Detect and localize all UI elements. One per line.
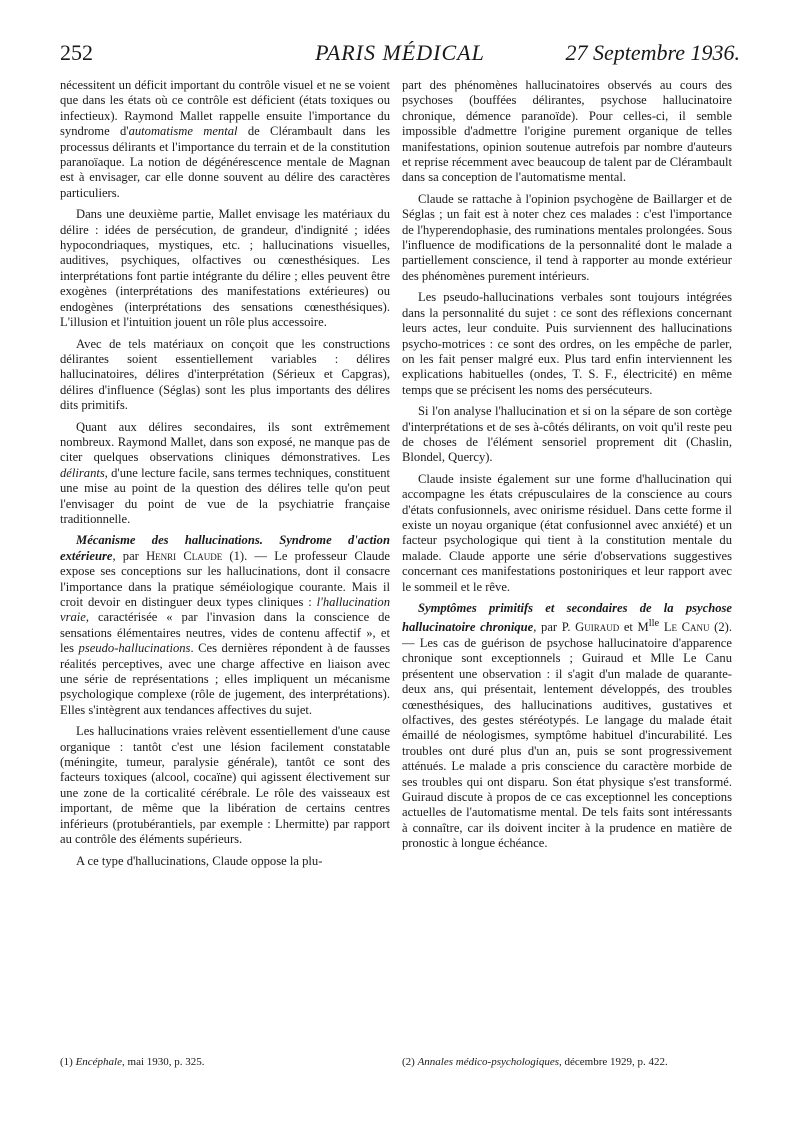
- paragraph: Avec de tels matériaux on conçoit que les constructions délirantes soient essentiellement variables : délires hallucinatoires, délires d'interprétation (Sérieux et Capgras), délires d'influence (Séglas) sont les plus importants des délires dits primitifs.: [60, 336, 390, 413]
- section-title: Symptômes primitifs et secondaires de la psychose hallucinatoire chronique: [402, 601, 732, 635]
- section-claude: Mécanisme des hallucinations. Syndrome d'action extérieure, par Henri Claude (1). — Le professeur Claude expose ses conceptions sur les hallucinations, dont il consacre l'importance dans la pratique séméiologique courante. Mais il croit devoir en distinguer deux types cliniques : l'hallucination vraie, caractérisée « par l'invasion dans la conscience de sensations élémentaires neutres, vides de contenu affectif », et les pseudo-hallucinations. Ces dernières répondent à de fausses réalités perceptives, avec une charge affective en liaison avec une série de représentations ; elles impliquent un mécanisme psychologique complexe (rôle de jugement, des interprétations). Elles s'intègrent aux tendances affectives du sujet.: [60, 533, 390, 717]
- paragraph: Quant aux délires secondaires, ils sont extrêmement nombreux. Raymond Mallet, dans son exposé, ne manque pas de citer quelques observations cliniques démonstratives. Les délirants, d'une lecture facile, sans termes techniques, constituent une mise au point de la question des délires telle qu'on peut l'envisager du point de vue de la psychiatrie française traditionnelle.: [60, 419, 390, 526]
- paragraph: Claude insiste également sur une forme d'hallucination qui accompagne les états crépusculaires de la conscience au cours d'états confusionnels, avec onirisme résiduel. Dans cette forme il existe un noyau organique (état confusionnel avec anxiété) et un facteur psychologique qui tient à la constitution mentale du malade. Claude apporte une série d'observations suggestives concernant ces manifestations postoniriques et leur rapport avec le sommeil et le rêve.: [402, 471, 732, 594]
- page-number: 252: [60, 40, 93, 65]
- author-name: Henri Claude: [146, 548, 223, 563]
- section-title: Mécanisme des hallucinations. Syndrome d'action extérieure: [60, 533, 390, 563]
- footnote-2: (2) Annales médico-psychologiques, décembre 1929, p. 422.: [402, 1056, 668, 1068]
- paragraph: nécessitent un déficit important du contrôle visuel et ne se voient que dans les états où ce contrôle est déficient (états toxiques ou infectieux). Raymond Mallet rappelle ensuite l'importance du syndrome d'automatisme mental de Clérambault dans les processus délirants et l'importance du terrain et de la constitution paranoïaque. La notion de dégénérescence mentale de Magnan est à envisager, car elle donne souvent au délire des caractères particuliers.: [60, 78, 391, 200]
- right-column: [402, 78, 732, 858]
- section-guiraud: Symptômes primitifs et secondaires de la psychose hallucinatoire chronique, par P. Guiraud et $M^{lle}$ Le Canu (2). — Les cas de guérison de psychose hallucinatoire d'apparence chronique sont exceptionnels ; Guiraud et Mlle Le Canu présentent une observation : il s'agit d'un malade de quarante-deux ans, qui présentait, lentement développés, des troubles cœnesthésiques, des hallucinations auditives, gustatives et olfactives, des gestes stéréotypés. Le langage du malade était émaillé de néologismes, symptôme habituel d'incurabilité. Les troubles ont duré plus d'un an, puis se sont progressivement atténués. Le malade a pris conscience du caractère morbide de ses troubles qui ont disparu. Son état physique s'est transformé. Guiraud discute à propos de ce cas exceptionnel les conceptions actuelles de l'automatisme mental. De tels faits sont intéressants à connaître, car ils doivent inciter à la prudence en matière de pronostic à longue échéance.: [402, 601, 732, 851]
- left-column: [60, 78, 390, 875]
- author-name: Guiraud: [575, 620, 620, 635]
- paragraph: Les hallucinations vraies relèvent essentiellement d'une cause organique : tantôt c'est une lésion facilement constatable (méningite, tumeur, paralysie générale), tantôt ce sont des facteurs toxiques (alcool, cocaïne) qui agissent électivement sur une zone de la corticalité cérébrale. Le rôle des vaisseaux est important, de même que la libération de certains centres inférieurs (protubérantiels, par exemple : Lhermitte) par rapport au contrôle des éléments supérieurs.: [60, 724, 390, 847]
- paragraph: part des phénomènes hallucinatoires observés au cours des psychoses (bouffées délirantes, psychose hallucinatoire chronique, démence paranoïde). Pour celles-ci, il semble impossible d'admettre l'origine purement organique de telles manifestations, opinion soutenue autrefois par nombre d'auteurs et reprise récemment avec beaucoup de talent par de Clérambault dans sa conception de l'automatisme mental.: [402, 78, 732, 185]
- author-name: Le Canu: [659, 620, 710, 635]
- footnote-1: (1) Encéphale, mai 1930, p. 325.: [60, 1056, 205, 1068]
- paragraph: A ce type d'hallucinations, Claude oppose la plu-: [76, 853, 323, 868]
- paragraph: Claude se rattache à l'opinion psychogène de Baillarger et de Séglas ; un fait est à noter chez ces malades : c'est l'importance de l'hyperendophasie, des ruminations mentales prolongées. Sous l'influence de modifications de la personnalité dont le malade a partiellement conscience, il tend à rapporter au monde extérieur des phénomènes purement intérieurs.: [402, 191, 732, 283]
- paragraph: Si l'on analyse l'hallucination et si on la sépare de son cortège d'interprétations et de ses à-côtés délirants, on voit qu'il reste peu de choses de l'élément sensoriel proprement dit (Chaslin, Blondel, Quercy).: [402, 404, 732, 465]
- page-header: [60, 40, 740, 74]
- journal-title: PARIS MÉDICAL: [315, 40, 485, 65]
- paragraph: Dans une deuxième partie, Mallet envisage les matériaux du délire : idées de persécution, de grandeur, d'indignité ; idées hypocondriaques, mystiques, etc. ; hallucinations visuelles, auditives, psychiques, olfactives ou cœnesthésiques. Les interprétations font partie intégrante du délire ; elles peuvent être exogènes (interprétations des manifestations extérieures) ou endogènes (interprétations des sensations cœnesthésiques). L'illusion et l'intuition jouent un rôle plus accessoire.: [60, 207, 390, 330]
- issue-date: 27 Septembre 1936.: [565, 40, 740, 65]
- paragraph: Les pseudo-hallucinations verbales sont toujours intégrées dans la personnalité du sujet : ce sont des réflexions concernant leurs actes, leur conduite. Puis surviennent des hallucinations psycho-motrices : ce sont des ordres, on les empêche de parler, on les fait penser malgré eux. Plus tard enfin interviennent les explications habituelles (ondes, T. S. F., électricité) en même temps que se précisent les noms des persécuteurs.: [402, 290, 732, 397]
